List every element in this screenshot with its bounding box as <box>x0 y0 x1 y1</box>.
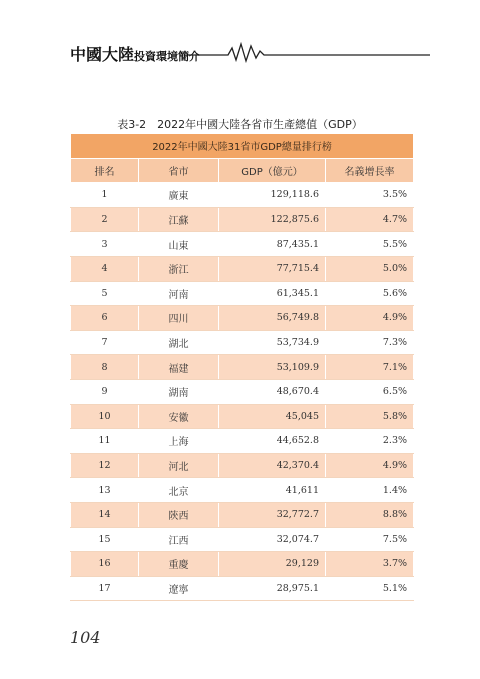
table-row <box>71 256 414 281</box>
growth-cell: 4.9% <box>326 453 414 478</box>
growth-cell: 5.8% <box>326 404 414 429</box>
column-header-row <box>71 158 414 183</box>
table-row <box>71 207 414 232</box>
column-header: 排名 <box>71 158 139 183</box>
growth-cell: 4.9% <box>326 306 414 331</box>
gdp-cell: 77,715.4 <box>219 256 326 281</box>
growth-cell: 7.5% <box>326 527 414 552</box>
rank-cell: 8 <box>71 355 139 380</box>
rank-cell: 14 <box>71 502 139 527</box>
growth-cell: 4.7% <box>326 207 414 232</box>
table-row <box>71 355 414 380</box>
header-title-main: 中國大陸 <box>70 45 135 64</box>
header-title-sub: 投資環境簡介 <box>134 50 201 63</box>
table-row <box>71 281 414 306</box>
rank-cell: 12 <box>71 453 139 478</box>
growth-cell: 3.5% <box>326 183 414 208</box>
gdp-table <box>70 133 414 601</box>
table-row <box>71 183 414 208</box>
gdp-cell: 29,129 <box>219 552 326 577</box>
rank-cell: 7 <box>71 330 139 355</box>
growth-cell: 3.7% <box>326 552 414 577</box>
table-title: 2022年中國大陸31省市GDP總量排行榜 <box>71 134 414 159</box>
table-row <box>71 429 414 454</box>
gdp-cell: 61,345.1 <box>219 281 326 306</box>
gdp-cell: 32,074.7 <box>219 527 326 552</box>
growth-cell: 5.0% <box>326 256 414 281</box>
table-row <box>71 379 414 404</box>
table-row <box>71 502 414 527</box>
rank-cell: 10 <box>71 404 139 429</box>
rank-cell: 5 <box>71 281 139 306</box>
gdp-cell: 45,045 <box>219 404 326 429</box>
rank-cell: 9 <box>71 379 139 404</box>
growth-cell: 7.3% <box>326 330 414 355</box>
growth-cell: 2.3% <box>326 429 414 454</box>
rank-cell: 11 <box>71 429 139 454</box>
rank-cell: 2 <box>71 207 139 232</box>
column-header: 省市 <box>139 158 219 183</box>
gdp-cell: 53,109.9 <box>219 355 326 380</box>
table-row <box>71 527 414 552</box>
growth-cell: 7.1% <box>326 355 414 380</box>
province-cell: 四川 <box>139 306 219 331</box>
gdp-cell: 87,435.1 <box>219 232 326 257</box>
province-cell: 山東 <box>139 232 219 257</box>
page-number: 104 <box>70 628 101 647</box>
table-row <box>71 478 414 503</box>
rank-cell: 3 <box>71 232 139 257</box>
province-cell: 江西 <box>139 527 219 552</box>
province-cell: 湖南 <box>139 379 219 404</box>
gdp-cell: 48,670.4 <box>219 379 326 404</box>
running-header <box>70 40 430 64</box>
table-row <box>71 330 414 355</box>
table-row <box>71 306 414 331</box>
province-cell: 河南 <box>139 281 219 306</box>
province-cell: 浙江 <box>139 256 219 281</box>
growth-cell: 1.4% <box>326 478 414 503</box>
growth-cell: 5.6% <box>326 281 414 306</box>
gdp-cell: 42,370.4 <box>219 453 326 478</box>
rank-cell: 1 <box>71 183 139 208</box>
province-cell: 河北 <box>139 453 219 478</box>
growth-cell: 8.8% <box>326 502 414 527</box>
table-row <box>71 576 414 601</box>
gdp-cell: 28,975.1 <box>219 576 326 601</box>
table-row <box>71 404 414 429</box>
gdp-cell: 129,118.6 <box>219 183 326 208</box>
province-cell: 福建 <box>139 355 219 380</box>
growth-cell: 6.5% <box>326 379 414 404</box>
table-row <box>71 453 414 478</box>
rank-cell: 6 <box>71 306 139 331</box>
province-cell: 廣東 <box>139 183 219 208</box>
rank-cell: 16 <box>71 552 139 577</box>
rank-cell: 15 <box>71 527 139 552</box>
column-header: 名義增長率 <box>326 158 414 183</box>
gdp-cell: 44,652.8 <box>219 429 326 454</box>
gdp-cell: 32,772.7 <box>219 502 326 527</box>
province-cell: 江蘇 <box>139 207 219 232</box>
gdp-cell: 56,749.8 <box>219 306 326 331</box>
table-caption: 表3-2 2022年中國大陸各省市生產總值（GDP） <box>117 118 363 131</box>
table-row <box>71 232 414 257</box>
gdp-cell: 41,611 <box>219 478 326 503</box>
column-header: GDP（億元） <box>219 158 326 183</box>
gdp-cell: 122,875.6 <box>219 207 326 232</box>
header-title <box>70 42 200 65</box>
province-cell: 湖北 <box>139 330 219 355</box>
province-cell: 陝西 <box>139 502 219 527</box>
rank-cell: 13 <box>71 478 139 503</box>
province-cell: 重慶 <box>139 552 219 577</box>
province-cell: 安徽 <box>139 404 219 429</box>
rank-cell: 4 <box>71 256 139 281</box>
rank-cell: 17 <box>71 576 139 601</box>
table-body <box>71 183 414 601</box>
table-row <box>71 552 414 577</box>
growth-cell: 5.1% <box>326 576 414 601</box>
province-cell: 上海 <box>139 429 219 454</box>
province-cell: 遼寧 <box>139 576 219 601</box>
heartbeat-line-icon <box>188 40 430 64</box>
province-cell: 北京 <box>139 478 219 503</box>
gdp-cell: 53,734.9 <box>219 330 326 355</box>
growth-cell: 5.5% <box>326 232 414 257</box>
